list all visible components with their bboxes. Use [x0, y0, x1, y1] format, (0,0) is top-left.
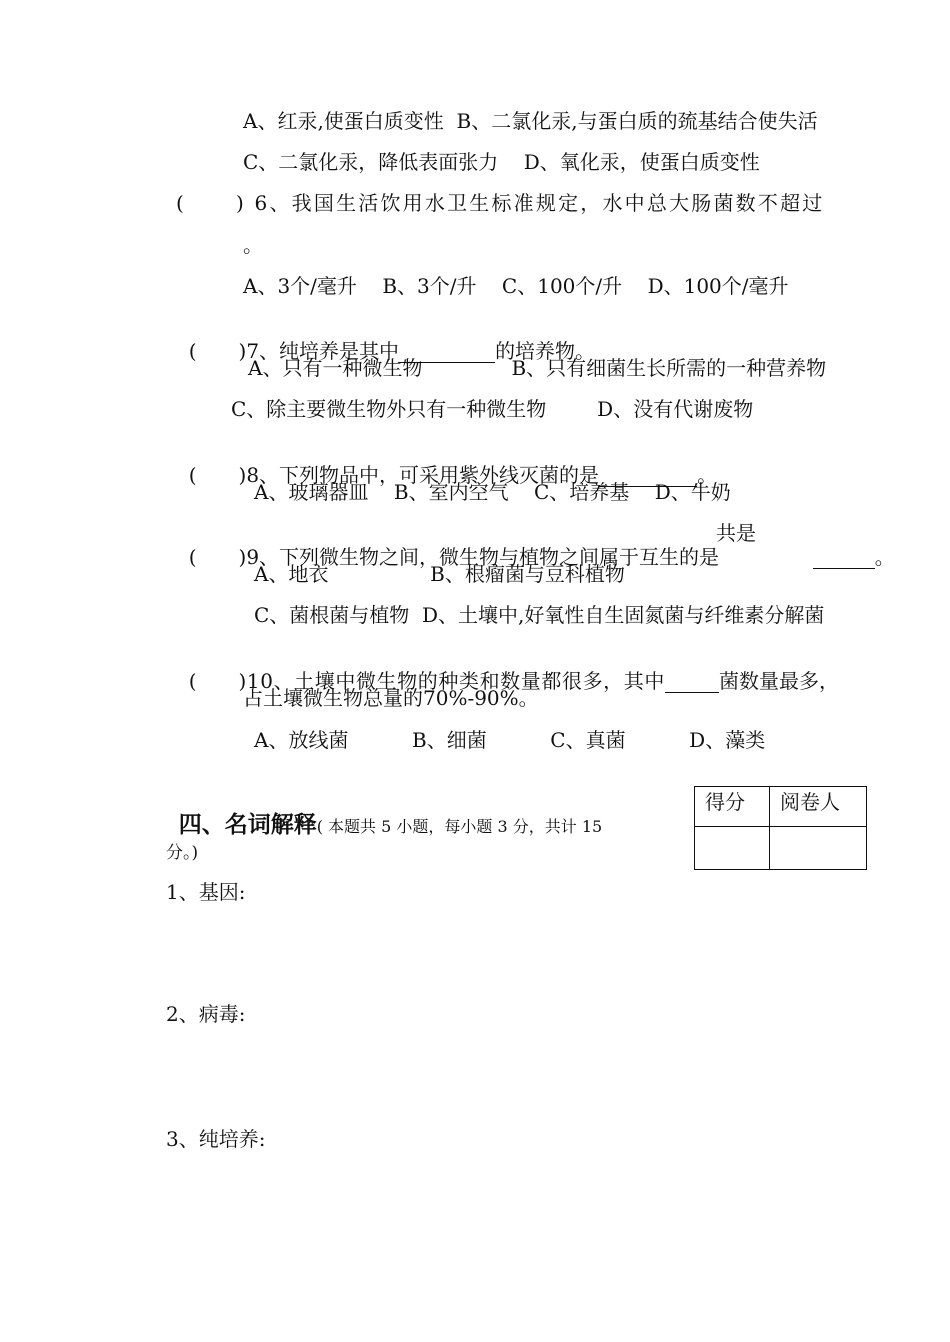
q9-stem-end	[800, 521, 895, 569]
score-table	[694, 786, 867, 870]
q10-paren: (	[188, 669, 197, 693]
q10-stem-line2: 占土壤微生物总量的70%-90%。	[243, 686, 539, 710]
q10-options: A、放线菌 B、细菌 C、真菌 D、藻类	[254, 728, 766, 752]
q5-options-cd: C、二氯化汞，降低表面张力 D、氧化汞，使蛋白质变性	[243, 150, 760, 174]
term-virus: 2、病毒:	[166, 1002, 246, 1026]
q9-stem-post: 。	[874, 545, 895, 569]
q9-stem-pre: )9、下列微生物之间，微生物与植物之间属于互生的是	[238, 545, 720, 569]
term-pure-culture: 3、纯培养:	[166, 1127, 266, 1151]
q7-paren: (	[188, 339, 197, 363]
q7-stem-post: 的培养物。	[495, 339, 596, 363]
q10-stem-pre: )10、土壤中微生物的种类和数量都很多，其中	[238, 669, 665, 693]
section4-note: ( 本题共 5 小题，每小题 3 分，共计 15	[316, 817, 603, 836]
q6-stem-end: 。	[243, 233, 263, 257]
q8-options: A、玻璃器皿 B、室内空气 C、培养基 D、牛奶	[254, 480, 731, 504]
term-gene: 1、基因:	[166, 880, 246, 904]
q5-options-ab: A、红汞,使蛋白质变性 B、二氯化汞,与蛋白质的巯基结合使失活	[243, 109, 818, 133]
q9-paren: (	[188, 545, 197, 569]
q8-stem-pre: )8、下列物品中，可采用紫外线灭菌的是	[238, 463, 600, 487]
q8-paren: (	[188, 463, 197, 487]
section4-heading	[166, 783, 602, 841]
q10-stem-post: 菌数量最多，	[718, 669, 839, 693]
score-header: 得分	[695, 787, 770, 827]
q6-paren: (	[176, 191, 184, 215]
q7-stem-pre: )7、纯培养是其中	[238, 339, 400, 363]
q7-options-ab: A、只有一种微生物 B、只有细菌生长所需的一种营养物	[248, 356, 827, 380]
section4-title: 四、名词解释	[178, 812, 317, 838]
q9-stem-overlap: 共是	[716, 521, 756, 545]
q7-options-cd: C、除主要微生物外只有一种微生物 D、没有代谢废物	[231, 397, 754, 421]
grader-header: 阅卷人	[770, 787, 867, 827]
q6-options: A、3个/毫升 B、3个/升 C、100个/升 D、100个/毫升	[243, 274, 789, 298]
q9-options-cd: C、菌根菌与植物 D、土壤中,好氧性自生固氮菌与纤维素分解菌	[254, 603, 825, 627]
q9-options-ab: A、地衣 B、根瘤菌与豆科植物	[254, 562, 625, 586]
score-cell[interactable]	[695, 827, 770, 870]
q6-stem: ) 6、我国生活饮用水卫生标准规定，水中总大肠菌数不超过	[236, 191, 825, 215]
q8-stem-post: 。	[697, 463, 718, 487]
grader-cell[interactable]	[770, 827, 867, 870]
q10-answer-blank[interactable]	[665, 672, 719, 693]
section4-note-cont: 分。)	[166, 843, 199, 863]
q9-answer-blank[interactable]	[813, 548, 875, 569]
